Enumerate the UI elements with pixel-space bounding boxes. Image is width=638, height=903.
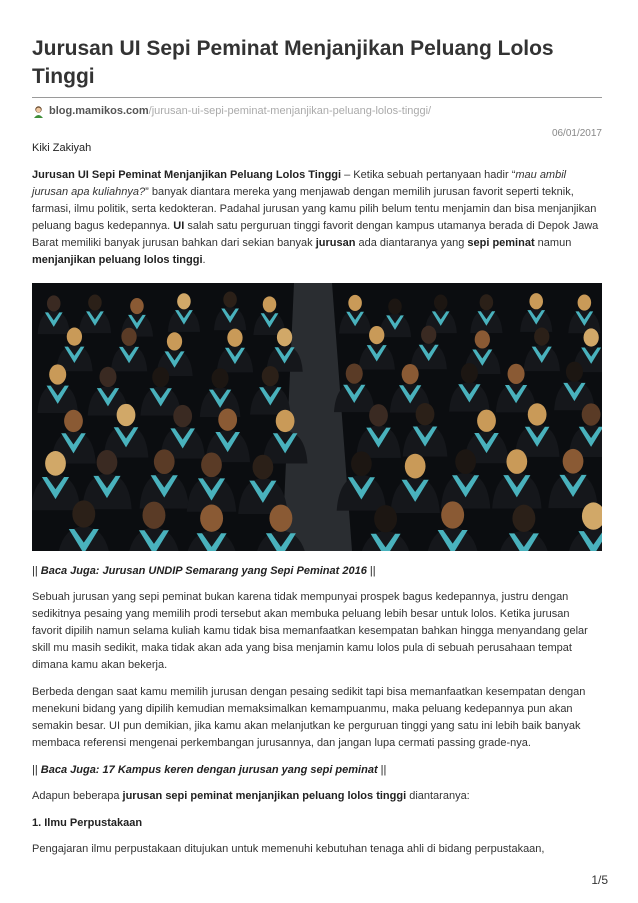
paragraph-4: [32, 788, 602, 805]
intro-text-4: ada diantaranya yang: [355, 237, 468, 249]
read-also-2-prefix: ||: [32, 764, 41, 776]
section-heading: 1. Ilmu Perpustakaan: [32, 817, 143, 829]
source-host-link[interactable]: blog.mamikos.com: [49, 105, 149, 117]
favicon-icon: [32, 105, 45, 118]
read-also-1: [32, 565, 602, 577]
publish-date: 06/01/2017: [551, 128, 602, 139]
source-path-link[interactable]: /jurusan-ui-sepi-peminat-menjanjikan-peluang-lolos-tinggi/: [148, 105, 432, 117]
article-title: Jurusan UI Sepi Peminat Menjanjikan Peluang Lolos Tinggi: [32, 37, 554, 88]
intro-text-1: – Ketika sebuah pertanyaan hadir “: [341, 169, 516, 181]
source-line: [32, 103, 602, 119]
read-also-2-suffix: ||: [377, 764, 387, 776]
paragraph-5: Pengajaran ilmu perpustakaan ditujukan untuk memenuhi kebutuhan tenaga ahli di bidang perpustakaan,: [32, 843, 545, 855]
document-page: [32, 0, 602, 858]
intro-text-3: salah satu perguruan tinggi favorit dengan kampus utamanya berada di Depok Jawa Barat memiliki banyak jurusan bahkan dari sekian banyak: [32, 220, 599, 249]
intro-bold-jurusan: jurusan: [315, 237, 356, 249]
p4-bold: jurusan sepi peminat menjanjikan peluang lolos tinggi: [122, 790, 407, 802]
read-also-1-suffix: ||: [366, 565, 376, 577]
intro-italic-question: mau ambil jurusan apa kuliahnya?: [32, 169, 567, 198]
intro-bold-peluang: menjanjikan peluang lolos tinggi: [32, 254, 203, 266]
p4-text-1: Adapun beberapa: [32, 790, 123, 802]
read-also-1-link[interactable]: Baca Juga: Jurusan UNDIP Semarang yang Sepi Peminat 2016: [40, 565, 367, 577]
intro-text-6: .: [202, 254, 206, 266]
intro-bold-sepi: sepi peminat: [467, 237, 535, 249]
read-also-2: [32, 764, 602, 776]
page-number: 1/5: [591, 873, 608, 887]
intro-text-5: namun: [534, 237, 572, 249]
title-divider: [32, 97, 602, 98]
read-also-2-link[interactable]: Baca Juga: 17 Kampus keren dengan jurusan yang sepi peminat: [40, 764, 378, 776]
author-name: Kiki Zakiyah: [32, 142, 92, 154]
intro-text-2: ” banyak diantara mereka yang menjawab dengan memilih jurusan favorit seperti teknik, farmasi, ilmu politik, serta kedokteran. Padahal jurusan yang kamu pilih belum tentu menjamin dan bisa menjanjikan peluang bagus kedepannya.: [32, 186, 597, 232]
graduation-crowd-photo: [32, 283, 602, 551]
intro-paragraph: [32, 167, 602, 269]
intro-bold-title: Jurusan UI Sepi Peminat Menjanjikan Peluang Lolos Tinggi: [32, 169, 342, 181]
paragraph-3: Berbeda dengan saat kamu memilih jurusan dengan pesaing sedikit tapi bisa memanfaatkan kesempatan dengan menekuni bidang yang dipilih kemudian memaksimalkan kemampuanmu, maka peluang kedepannya pun akan semakin besar. UI pun demikian, jika kamu akan melanjutkan ke perguruan tinggi yang satu ini lebih baik banyak membaca referensi mengenai perkembangan jurusannya, dan jangan lupa cermati passing grade-nya.: [32, 686, 586, 749]
p4-text-2: diantaranya:: [406, 790, 470, 802]
read-also-1-prefix: ||: [32, 565, 41, 577]
intro-bold-ui: UI: [173, 220, 185, 232]
paragraph-2: Sebuah jurusan yang sepi peminat bukan karena tidak mempunyai prospek bagus kedepannya, justru dengan sedikitnya pesaing yang memilih prodi tersebut akan membuka peluang lebih besar untuk lolos. Ketika jurusan favorit dipilih namun selama kuliah kamu tidak bisa memanfaatkan kesempatan bahkan hingga menyandang gelar skill mu masih sedikit, maka tidak akan ada yang bisa menjamin kamu lolos pula di sebuah perusahaan tempat dimana kamu akan bekerja.: [32, 591, 588, 671]
